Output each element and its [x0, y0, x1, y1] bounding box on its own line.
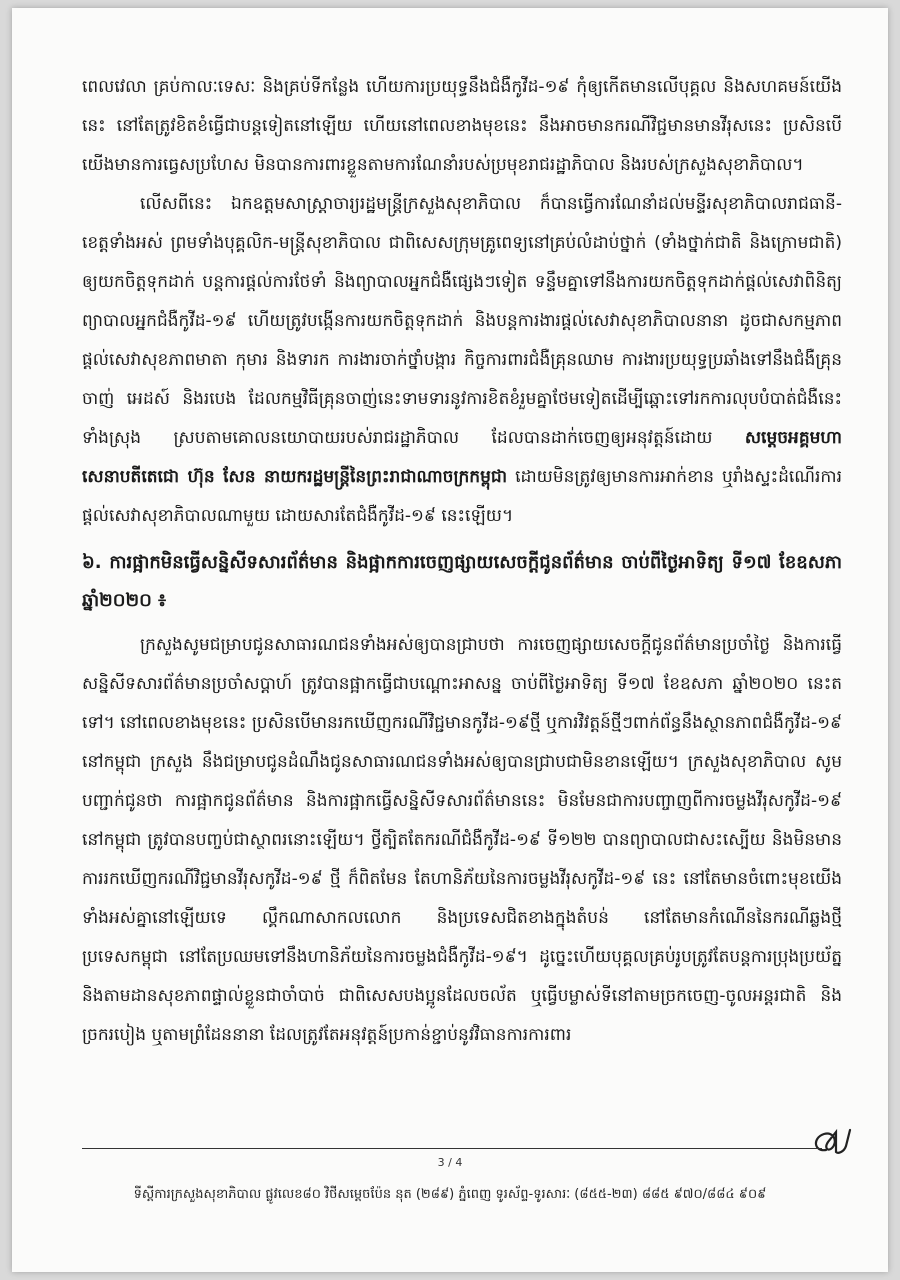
document-page — [12, 8, 888, 1272]
footer-address: ទីស្តីការក្រសួងសុខាភិបាល ផ្លូវលេខ៨០ វិថីសម្តេចប៉ែន នុត (២៨៩) ភ្នំពេញ ទូរស័ព្ទ-ទូរសារៈ (៨៥៥-២៣) ៨៨៥ ៩៧០/៨៨៤ ៩០៩ — [133, 1187, 767, 1202]
page-number: 3 / 4 — [437, 1156, 463, 1169]
prime-minister-name: សម្តេចអគ្គមហាសេនាបតីតេជោ ហ៊ុន សែន នាយករដ្ឋមន្ត្រីនៃព្រះរាជាណាចក្រកម្ពុជា — [82, 428, 842, 487]
paragraph-continuation: ពេលវេលា គ្រប់កាលៈទេសៈ និងគ្រប់ទីកន្លែង ហើយការប្រយុទ្ធនឹងជំងឺកូវីដ-១៩ កុំឲ្យកើតមានលើបុគ្គល និងសហគមន៍យើងនេះ នៅតែត្រូវខិតខំធ្វើជាបន្តទៀតនៅឡើយ ហើយនៅពេលខាងមុខនេះ នឹងអាចមានករណីវិជ្ជមានមានវីរុសនេះ ប្រសិនបើយើងមានការធ្វេសប្រហែស មិនបានការពារខ្លួនតាមការណែនាំរបស់ប្រមុខរាជរដ្ឋាភិបាល និងរបស់ក្រសួងសុខាភិបាល។ — [82, 77, 842, 175]
paragraph-press-suspension: ក្រសួងសូមជម្រាបជូនសាធារណជនទាំងអស់ឲ្យបានជ្រាបថា ការចេញផ្សាយសេចក្តីជូនព័ត៌មានប្រចាំថ្ងៃ និងការធ្វើសន្និសីទសារព័ត៌មានប្រចាំសប្តាហ៍ ត្រូវបានផ្អាកធ្វើជាបណ្ដោះអាសន្ន ចាប់ពីថ្ងៃអាទិត្យ ទី១៧ ខែឧសភា ឆ្នាំ២០២០ នេះតទៅ។ នៅពេលខាងមុខនេះ ប្រសិនបើមានរកឃើញករណីវិជ្ជមានកូវីដ-១៩ថ្មី ឬការវិវត្តន៍ថ្មីៗពាក់ព័ន្ធនឹងស្ថានភាពជំងឺកូវីដ-១៩ នៅកម្ពុជា ក្រសួង នឹងជម្រាបជូនដំណឹងជូនសាធារណជនទាំងអស់ឲ្យបានជ្រាបជាមិនខានឡើយ។ ក្រសួងសុខាភិបាល សូមបញ្ជាក់ជូនថា ការផ្អាកជូនព័ត៌មាន និងការផ្អាកធ្វើសន្និសីទសារព័ត៌មាននេះ មិនមែនជាការបញ្ចាញពីការចម្លងវីរុសកូវីដ-១៩ នៅកម្ពុជា ត្រូវបានបញ្ចប់ជាស្ថាពរនោះឡើយ។ ថ្វីត្បិតតែករណីជំងឺកូវីដ-១៩ ទី១២២ បានព្យាបាលជាសះស្បើយ និងមិនមានការរកឃើញករណីវិជ្ជមានវីរុសកូវីដ-១៩ ថ្មី ក៏ពិតមែន តែហានិភ័យនៃការចម្លងវីរុសកូវីដ-១៩ នេះ នៅតែមានចំពោះមុខយើងទាំងអស់គ្នានៅឡើយទេ ល្គឹកណាសាកលលោក និងប្រទេសជិតខាងក្នុងតំបន់ នៅតែមានកំណើននៃករណីឆ្លងថ្មី ប្រទេសកម្ពុជា នៅតែប្រឈមទៅនឹងហានិភ័យនៃការចម្លងជំងឺកូវីដ-១៩។ ដូច្នេះហើយបុគ្គលគ្រប់រូបត្រូវតែបន្តការប្រុងប្រយ័ត្ន និងតាមដានសុខភាពផ្ទាល់ខ្លួនជាចាំបាច់ ជាពិសេសបងប្អូនដែលចល័ត ឬធ្វើបម្លាស់ទីនៅតាមច្រកចេញ-ចូលអន្តរជាតិ និងច្រករបៀង ឬតាមព្រំដែននានា ដែលត្រូវតែអនុវត្តន៍ប្រកាន់ខ្ជាប់នូវវិធានការការពារ — [82, 635, 842, 1045]
paragraph-health-guidance-text-b: ដោយមិនត្រូវឲ្យមានការអាក់ខាន ឬរាំងស្ទះដំណើរការផ្ដល់សេវាសុខាភិបាលណាមួយ ដោយសារតែជំងឺកូវីដ-១៩ នេះឡើយ។ — [82, 467, 842, 526]
paragraph-health-guidance — [82, 185, 842, 536]
footer-divider — [82, 1148, 822, 1149]
document-body — [82, 68, 842, 1055]
handwritten-initials-icon — [806, 1126, 856, 1160]
paragraph-health-guidance-text-a: លើសពីនេះ ឯកឧត្តមសាស្ត្រាចារ្យរដ្ឋមន្ត្រីក្រសួងសុខាភិបាល ក៏បានធ្វើការណែនាំដល់មន្ទីរសុខាភិបាលរាជធានី-ខេត្តទាំងអស់ ព្រមទាំងបុគ្គលិក-មន្ត្រីសុខាភិបាល ជាពិសេសក្រុមគ្រូពេទ្យនៅគ្រប់លំដាប់ថ្នាក់ (ទាំងថ្នាក់ជាតិ និងក្រោមជាតិ) ឲ្យយកចិត្តទុកដាក់ បន្តការផ្ដល់ការថែទាំ និងព្យាបាលអ្នកជំងឺផ្សេងៗទៀត ទន្ទឹមគ្នាទៅនឹងការយកចិត្តទុកដាក់ផ្ដល់សេវាពិនិត្យព្យាបាលអ្នកជំងឺកូវីដ-១៩ ហើយត្រូវបង្កើនការយកចិត្តទុកដាក់ និងបន្តការងារផ្ដល់សេវាសុខាភិបាលនានា ដូចជាសកម្មភាពផ្ដល់សេវាសុខភាពមាតា កុមារ និងទារក ការងារចាក់ថ្នាំបង្ការ កិច្ចការពារជំងឺគ្រុនឈាម ការងារប្រយុទ្ធប្រឆាំងទៅនឹងជំងឺគ្រុនចាញ់ អេដស៍ និងរបេង ដែលកម្មវិធីគ្រុនចាញ់នេះទាមទារនូវការខិតខំរួមគ្នាថែមទៀតដើម្បីឆ្ពោះទៅរកការលុបបំបាត់ជំងឺនេះទាំងស្រុង ស្របតាមគោលនយោបាយរបស់រាជរដ្ឋាភិបាល ដែលបានដាក់ចេញឲ្យអនុវត្តន៍ដោយ — [82, 194, 842, 448]
section-heading-6: ៦. ការផ្អាកមិនធ្វើសន្និសីទសារព័ត៌មាន និងផ្អាកការចេញផ្សាយសេចក្តីជូនព័ត៌មាន ចាប់ពីថ្ងៃអាទិត្យ ទី១៧ ខែឧសភា ឆ្នាំ២០២០ ៖ — [82, 552, 842, 611]
